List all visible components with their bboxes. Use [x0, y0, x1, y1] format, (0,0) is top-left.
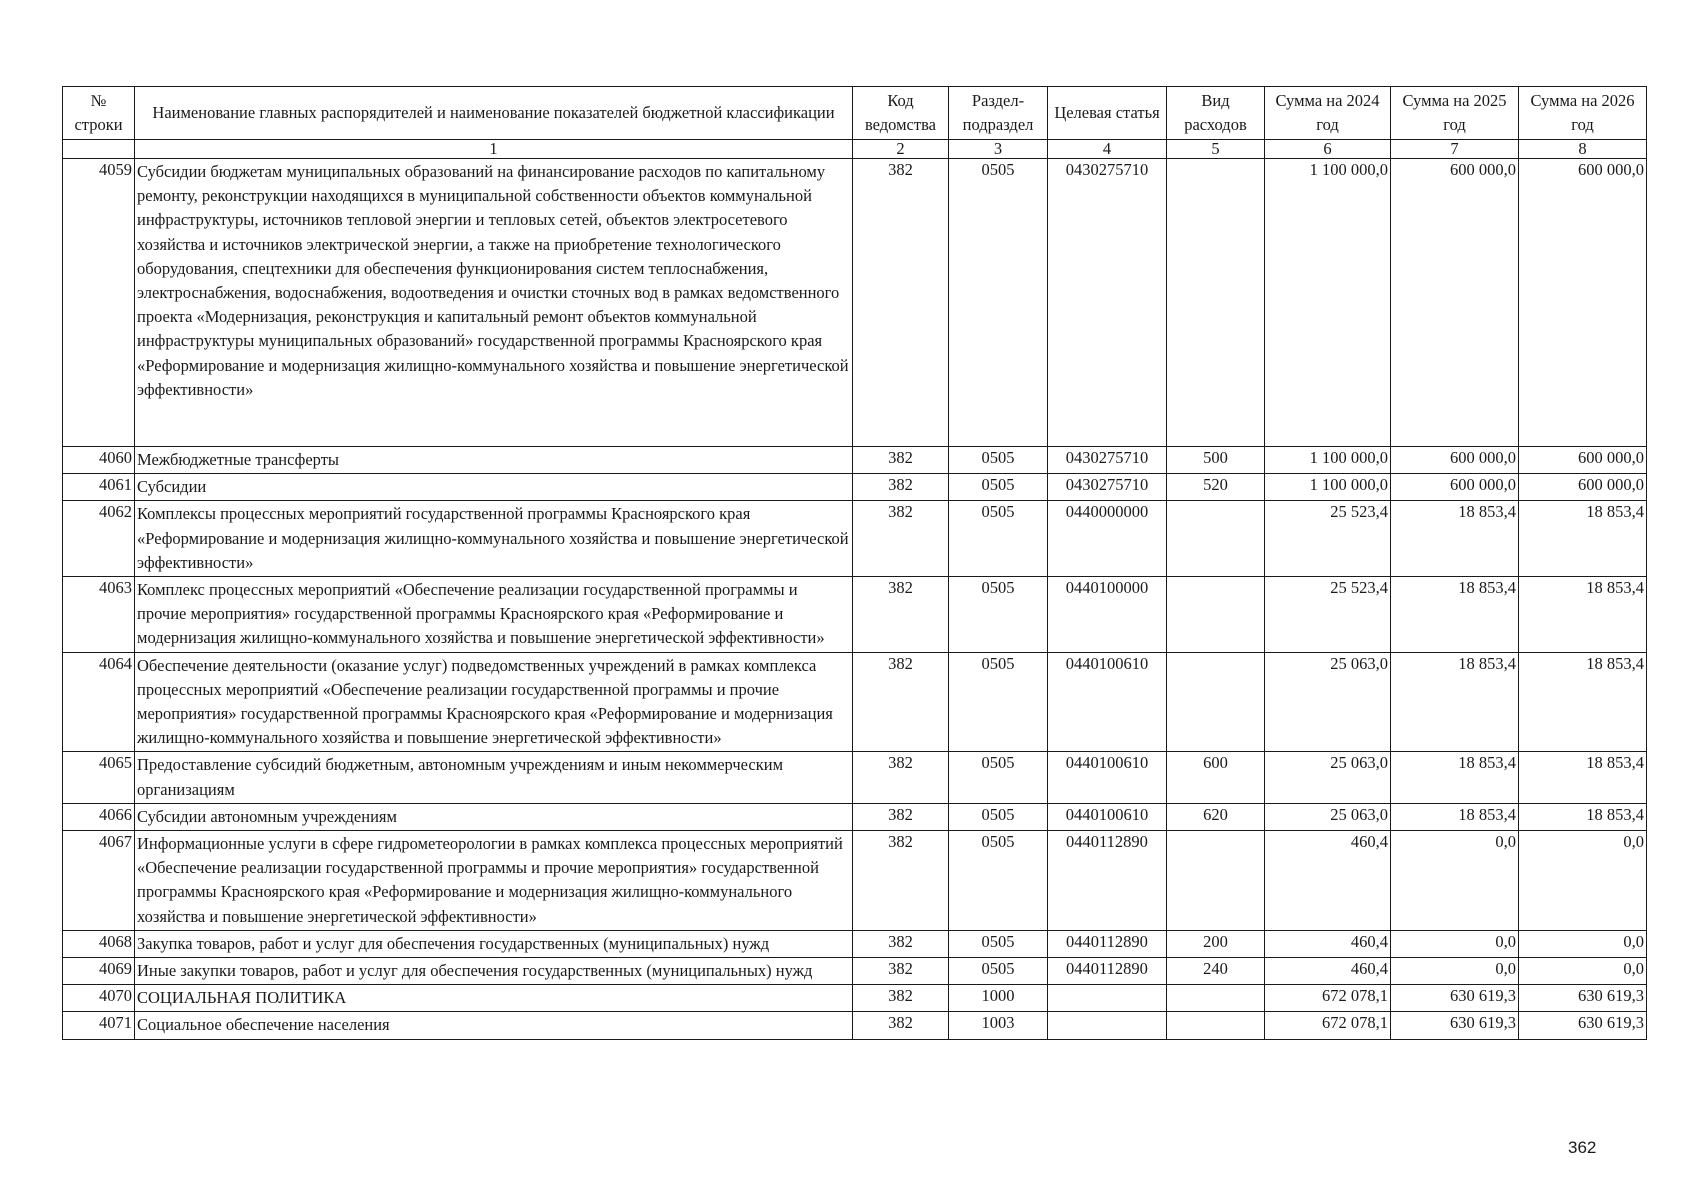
section-code: 0505	[949, 474, 1048, 501]
dept-code: 382	[853, 1012, 949, 1039]
sum-2024: 25 063,0	[1265, 652, 1391, 752]
dept-code: 382	[853, 474, 949, 501]
sum-2025: 630 619,3	[1391, 985, 1519, 1012]
section-code: 0505	[949, 652, 1048, 752]
expense-type	[1167, 501, 1265, 577]
row-number: 4071	[63, 1012, 135, 1039]
header-sum-2024: Сумма на 2024 год	[1265, 87, 1391, 140]
sum-2025: 0,0	[1391, 930, 1519, 957]
sum-2024: 25 523,4	[1265, 577, 1391, 653]
row-number: 4059	[63, 159, 135, 447]
table-row	[63, 501, 1647, 577]
column-number: 7	[1391, 140, 1519, 159]
table-row	[63, 930, 1647, 957]
dept-code: 382	[853, 577, 949, 653]
expense-type	[1167, 652, 1265, 752]
sum-2026: 600 000,0	[1519, 159, 1647, 447]
sum-2025: 600 000,0	[1391, 474, 1519, 501]
column-number: 3	[949, 140, 1048, 159]
sum-2026: 18 853,4	[1519, 752, 1647, 803]
target-code: 0440100610	[1048, 652, 1167, 752]
expense-type: 200	[1167, 930, 1265, 957]
row-name: Социальное обеспечение населения	[135, 1012, 853, 1039]
target-code: 0440100610	[1048, 803, 1167, 830]
column-number: 5	[1167, 140, 1265, 159]
section-code: 1003	[949, 1012, 1048, 1039]
sum-2026: 600 000,0	[1519, 474, 1647, 501]
sum-2024: 672 078,1	[1265, 1012, 1391, 1039]
target-code: 0440112890	[1048, 958, 1167, 985]
sum-2026: 0,0	[1519, 930, 1647, 957]
table-row	[63, 474, 1647, 501]
sum-2026: 18 853,4	[1519, 652, 1647, 752]
row-name: Закупка товаров, работ и услуг для обеспечения государственных (муниципальных) нужд	[135, 930, 853, 957]
sum-2026: 18 853,4	[1519, 501, 1647, 577]
dept-code: 382	[853, 752, 949, 803]
header-name: Наименование главных распорядителей и наименование показателей бюджетной классификации	[135, 87, 853, 140]
page-number: 362	[1568, 1138, 1597, 1157]
row-name: Субсидии автономным учреждениям	[135, 803, 853, 830]
sum-2024: 25 063,0	[1265, 752, 1391, 803]
sum-2024: 1 100 000,0	[1265, 159, 1391, 447]
table-row	[63, 1012, 1647, 1039]
column-number: 6	[1265, 140, 1391, 159]
expense-type: 500	[1167, 447, 1265, 474]
expense-type: 240	[1167, 958, 1265, 985]
sum-2024: 672 078,1	[1265, 985, 1391, 1012]
dept-code: 382	[853, 447, 949, 474]
target-code: 0440000000	[1048, 501, 1167, 577]
sum-2026: 18 853,4	[1519, 803, 1647, 830]
sum-2026: 0,0	[1519, 958, 1647, 985]
column-number	[63, 140, 135, 159]
table-row	[63, 831, 1647, 931]
table-row	[63, 159, 1647, 447]
table-row	[63, 985, 1647, 1012]
expense-type	[1167, 985, 1265, 1012]
sum-2024: 1 100 000,0	[1265, 474, 1391, 501]
sum-2025: 18 853,4	[1391, 652, 1519, 752]
header-row-no: № строки	[63, 87, 135, 140]
expense-type	[1167, 159, 1265, 447]
row-number: 4064	[63, 652, 135, 752]
target-code: 0440100610	[1048, 752, 1167, 803]
sum-2025: 18 853,4	[1391, 501, 1519, 577]
section-code: 0505	[949, 831, 1048, 931]
header-target: Целевая статья	[1048, 87, 1167, 140]
section-code: 0505	[949, 958, 1048, 985]
row-number: 4068	[63, 930, 135, 957]
dept-code: 382	[853, 501, 949, 577]
header-expense-type: Вид расходов	[1167, 87, 1265, 140]
budget-table	[62, 86, 1647, 1040]
table-header	[63, 87, 1647, 159]
target-code: 0430275710	[1048, 447, 1167, 474]
target-code: 0440112890	[1048, 930, 1167, 957]
section-code: 0505	[949, 752, 1048, 803]
expense-type: 520	[1167, 474, 1265, 501]
sum-2025: 18 853,4	[1391, 752, 1519, 803]
sum-2025: 18 853,4	[1391, 577, 1519, 653]
sum-2025: 18 853,4	[1391, 803, 1519, 830]
row-name: СОЦИАЛЬНАЯ ПОЛИТИКА	[135, 985, 853, 1012]
table-body	[63, 159, 1647, 1040]
target-code: 0430275710	[1048, 159, 1167, 447]
target-code	[1048, 985, 1167, 1012]
row-number: 4065	[63, 752, 135, 803]
column-number: 2	[853, 140, 949, 159]
dept-code: 382	[853, 831, 949, 931]
row-name: Информационные услуги в сфере гидрометеорологии в рамках комплекса процессных мероприятий «Обеспечение реализации государственной программы и прочие мероприятия» государственной программы Красноярского края «Реформирование и модернизация жилищно-коммунального хозяйства и повышение энергетической эффективности»	[135, 831, 853, 931]
column-number: 1	[135, 140, 853, 159]
header-sum-2025: Сумма на 2025 год	[1391, 87, 1519, 140]
row-number: 4060	[63, 447, 135, 474]
sum-2024: 460,4	[1265, 958, 1391, 985]
header-dept-code: Код ведомства	[853, 87, 949, 140]
expense-type: 620	[1167, 803, 1265, 830]
row-name: Комплексы процессных мероприятий государственной программы Красноярского края «Реформирование и модернизация жилищно-коммунального хозяйства и повышение энергетической эффективности»	[135, 501, 853, 577]
column-number: 4	[1048, 140, 1167, 159]
dept-code: 382	[853, 958, 949, 985]
row-number: 4063	[63, 577, 135, 653]
table-row	[63, 958, 1647, 985]
dept-code: 382	[853, 930, 949, 957]
row-name: Иные закупки товаров, работ и услуг для обеспечения государственных (муниципальных) нужд	[135, 958, 853, 985]
sum-2025: 600 000,0	[1391, 447, 1519, 474]
sum-2025: 600 000,0	[1391, 159, 1519, 447]
column-number: 8	[1519, 140, 1647, 159]
dept-code: 382	[853, 803, 949, 830]
section-code: 1000	[949, 985, 1048, 1012]
sum-2026: 0,0	[1519, 831, 1647, 931]
expense-type	[1167, 1012, 1265, 1039]
target-code: 0430275710	[1048, 474, 1167, 501]
row-name: Субсидии бюджетам муниципальных образований на финансирование расходов по капитальному ремонту, реконструкции находящихся в муниципальной собственности объектов коммунальной инфраструктуры, источников тепловой энергии и тепловых сетей, объектов электросетевого хозяйства и источников электрической энергии, а также на приобретение технологического оборудования, спецтехники для обеспечения функционирования систем теплоснабжения, электроснабжения, водоснабжения, водоотведения и очистки сточных вод в рамках ведомственного проекта «Модернизация, реконструкция и капитальный ремонт объектов коммунальной инфраструктуры муниципальных образований» государственной программы Красноярского края «Реформирование и модернизация жилищно-коммунального хозяйства и повышение энергетической эффективности»	[135, 159, 853, 447]
sum-2025: 630 619,3	[1391, 1012, 1519, 1039]
row-number: 4061	[63, 474, 135, 501]
sum-2025: 0,0	[1391, 831, 1519, 931]
sum-2026: 18 853,4	[1519, 577, 1647, 653]
row-number: 4062	[63, 501, 135, 577]
table-row	[63, 577, 1647, 653]
target-code	[1048, 1012, 1167, 1039]
section-code: 0505	[949, 803, 1048, 830]
expense-type	[1167, 831, 1265, 931]
sum-2026: 630 619,3	[1519, 985, 1647, 1012]
sum-2026: 630 619,3	[1519, 1012, 1647, 1039]
row-name: Предоставление субсидий бюджетным, автономным учреждениям и иным некоммерческим организациям	[135, 752, 853, 803]
dept-code: 382	[853, 985, 949, 1012]
column-number-row	[63, 140, 1647, 159]
sum-2024: 25 523,4	[1265, 501, 1391, 577]
target-code: 0440100000	[1048, 577, 1167, 653]
expense-type	[1167, 577, 1265, 653]
header-section: Раздел-подраздел	[949, 87, 1048, 140]
row-name: Межбюджетные трансферты	[135, 447, 853, 474]
row-number: 4067	[63, 831, 135, 931]
dept-code: 382	[853, 159, 949, 447]
sum-2024: 460,4	[1265, 831, 1391, 931]
dept-code: 382	[853, 652, 949, 752]
sum-2024: 25 063,0	[1265, 803, 1391, 830]
table-row	[63, 447, 1647, 474]
target-code: 0440112890	[1048, 831, 1167, 931]
row-name: Комплекс процессных мероприятий «Обеспечение реализации государственной программы и прочие мероприятия» государственной программы Красноярского края «Реформирование и модернизация жилищно-коммунального хозяйства и повышение энергетической эффективности»	[135, 577, 853, 653]
section-code: 0505	[949, 159, 1048, 447]
sum-2026: 600 000,0	[1519, 447, 1647, 474]
row-number: 4066	[63, 803, 135, 830]
section-code: 0505	[949, 577, 1048, 653]
row-number: 4069	[63, 958, 135, 985]
section-code: 0505	[949, 447, 1048, 474]
row-name: Субсидии	[135, 474, 853, 501]
table-row	[63, 752, 1647, 803]
table-row	[63, 652, 1647, 752]
sum-2024: 460,4	[1265, 930, 1391, 957]
sum-2025: 0,0	[1391, 958, 1519, 985]
header-sum-2026: Сумма на 2026 год	[1519, 87, 1647, 140]
section-code: 0505	[949, 501, 1048, 577]
sum-2024: 1 100 000,0	[1265, 447, 1391, 474]
table-row	[63, 803, 1647, 830]
section-code: 0505	[949, 930, 1048, 957]
row-name: Обеспечение деятельности (оказание услуг) подведомственных учреждений в рамках комплекса процессных мероприятий «Обеспечение реализации государственной программы и прочие мероприятия» государственной программы Красноярского края «Реформирование и модернизация жилищно-коммунального хозяйства и повышение энергетической эффективности»	[135, 652, 853, 752]
expense-type: 600	[1167, 752, 1265, 803]
row-number: 4070	[63, 985, 135, 1012]
